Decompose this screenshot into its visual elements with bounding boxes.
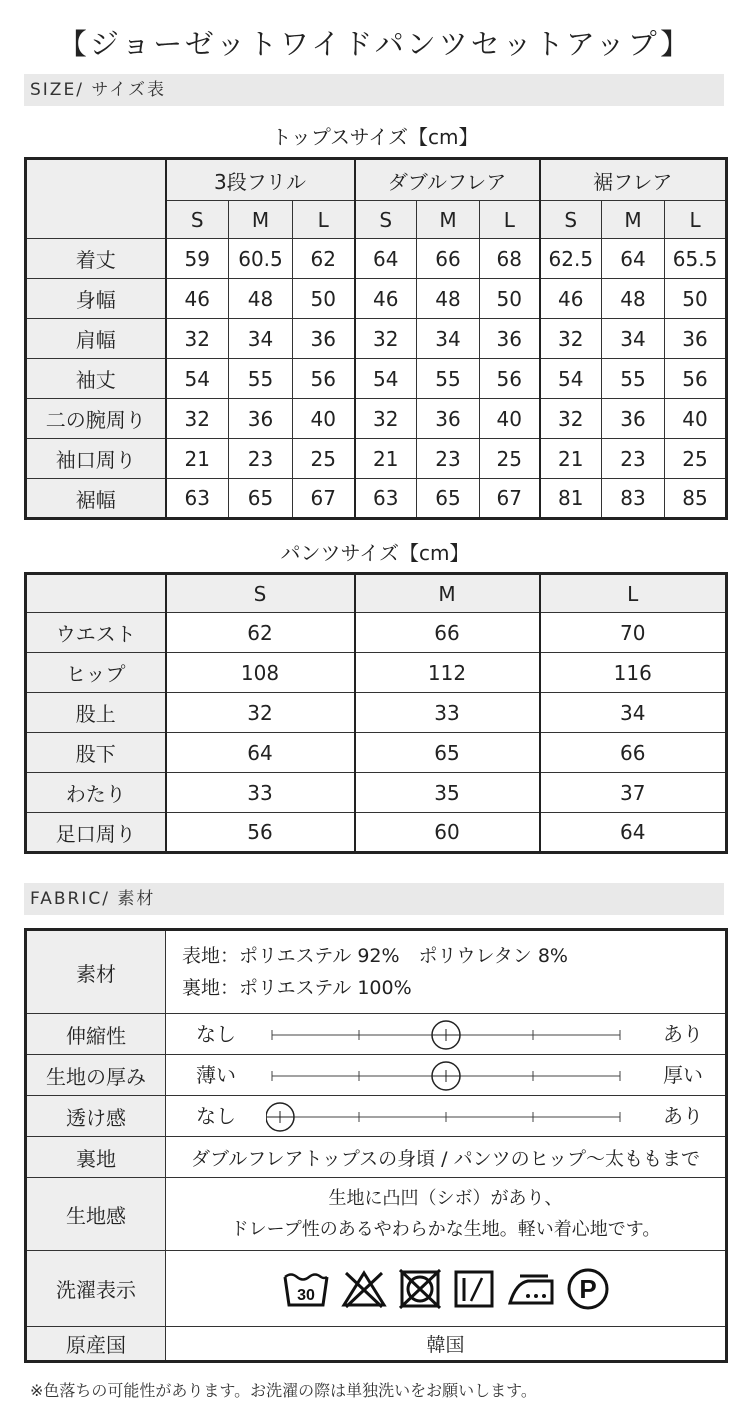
tops-cell: 54 — [166, 359, 229, 399]
thickness-scale — [166, 1056, 725, 1094]
tops-cell: 34 — [602, 319, 665, 359]
tops-cell: 23 — [602, 439, 665, 479]
pants-cell: 33 — [166, 773, 355, 813]
pants-size-header: S — [166, 574, 355, 613]
tops-cell: 34 — [417, 319, 480, 359]
tops-cell: 83 — [602, 479, 665, 519]
pants-row-label: ウエスト — [26, 613, 166, 653]
tops-cell: 56 — [293, 359, 355, 399]
tops-cell: 46 — [355, 279, 417, 319]
tops-cell: 56 — [665, 359, 727, 399]
tops-cell: 46 — [166, 279, 229, 319]
pants-row — [26, 693, 727, 733]
tops-size-header: M — [602, 201, 665, 239]
stretch-scale-bar — [266, 1015, 626, 1053]
pants-cell: 60 — [355, 813, 540, 853]
pants-cell: 108 — [166, 653, 355, 693]
pants-size-header: L — [540, 574, 727, 613]
pants-row-label: 股上 — [26, 693, 166, 733]
stretch-scale — [166, 1015, 725, 1053]
tops-cell: 68 — [480, 239, 540, 279]
tops-cell: 36 — [417, 399, 480, 439]
tops-cell: 50 — [480, 279, 540, 319]
tops-row-label: 袖丈 — [26, 359, 166, 399]
texture-line-2: ドレープ性のあるやわらかな生地。軽い着心地です。 — [230, 1219, 661, 1240]
tops-row — [26, 319, 727, 359]
tops-cell: 21 — [166, 439, 229, 479]
tops-cell: 50 — [665, 279, 727, 319]
tops-size-header: L — [480, 201, 540, 239]
thickness-low-label: 薄い — [196, 1063, 236, 1087]
tops-cell: 63 — [355, 479, 417, 519]
origin-label: 原産国 — [26, 1327, 166, 1362]
tops-size-title: トップスサイズ【cm】 — [271, 125, 479, 149]
tops-group-header: ダブルフレア — [355, 159, 540, 201]
texture-label: 生地感 — [26, 1178, 166, 1251]
pants-cell: 34 — [540, 693, 727, 733]
tops-size-header: S — [355, 201, 417, 239]
pants-cell: 64 — [166, 733, 355, 773]
no-tumble-dry-icon — [398, 1269, 442, 1309]
tops-cell: 48 — [417, 279, 480, 319]
sheerness-scale — [166, 1097, 725, 1135]
lining-label: 裏地 — [26, 1137, 166, 1178]
sheerness-label: 透け感 — [26, 1096, 166, 1137]
tops-cell: 40 — [665, 399, 727, 439]
tops-cell: 66 — [417, 239, 480, 279]
tops-cell: 54 — [540, 359, 602, 399]
thickness-high-label: 厚い — [663, 1063, 703, 1087]
pants-row — [26, 733, 727, 773]
stretch-label: 伸縮性 — [26, 1014, 166, 1055]
pants-cell: 112 — [355, 653, 540, 693]
tops-cell: 64 — [602, 239, 665, 279]
tops-cell: 36 — [665, 319, 727, 359]
tops-row — [26, 479, 727, 519]
pants-cell: 62 — [166, 613, 355, 653]
tops-cell: 55 — [602, 359, 665, 399]
tops-cell: 36 — [602, 399, 665, 439]
tops-cell: 40 — [480, 399, 540, 439]
tops-group-header: 裾フレア — [540, 159, 727, 201]
pants-cell: 64 — [540, 813, 727, 853]
scale-row-sheerness — [26, 1096, 727, 1137]
pants-row-label: 足口周り — [26, 813, 166, 853]
tops-row — [26, 279, 727, 319]
tops-cell: 23 — [417, 439, 480, 479]
care-symbols — [166, 1252, 725, 1326]
tops-row — [26, 239, 727, 279]
thickness-label: 生地の厚み — [26, 1055, 166, 1096]
pants-row-label: ヒップ — [26, 653, 166, 693]
tops-cell: 62.5 — [540, 239, 602, 279]
tops-row-label: 着丈 — [26, 239, 166, 279]
tops-row-label: 身幅 — [26, 279, 166, 319]
pants-cell: 116 — [540, 653, 727, 693]
tops-size-header: L — [293, 201, 355, 239]
tops-cell: 59 — [166, 239, 229, 279]
tops-cell: 60.5 — [229, 239, 293, 279]
thickness-scale-bar — [266, 1056, 626, 1094]
stretch-high-label: あり — [663, 1022, 703, 1046]
tops-group-header: 3段フリル — [166, 159, 355, 201]
tops-cell: 23 — [229, 439, 293, 479]
tops-cell: 25 — [293, 439, 355, 479]
lining-value: ダブルフレアトップスの身頃 / パンツのヒップ〜太ももまで — [166, 1137, 727, 1178]
tops-cell: 56 — [480, 359, 540, 399]
care-label: 洗濯表示 — [26, 1251, 166, 1327]
tops-cell: 48 — [602, 279, 665, 319]
tops-cell: 81 — [540, 479, 602, 519]
pants-row — [26, 773, 727, 813]
tops-cell: 55 — [417, 359, 480, 399]
pants-cell: 35 — [355, 773, 540, 813]
tops-cell: 32 — [166, 319, 229, 359]
scale-row-thickness — [26, 1055, 727, 1096]
tops-cell: 67 — [293, 479, 355, 519]
line-dry-icon — [452, 1269, 496, 1309]
care-footnote: ※色落ちの可能性があります。お洗濯の際は単独洗いをお願いします。 — [30, 1381, 537, 1400]
tops-cell: 32 — [540, 319, 602, 359]
pants-row-label: 股下 — [26, 733, 166, 773]
tops-cell: 65.5 — [665, 239, 727, 279]
tops-size-header: M — [229, 201, 293, 239]
tops-cell: 32 — [540, 399, 602, 439]
fabric-table — [24, 928, 728, 1363]
tops-row — [26, 399, 727, 439]
iron-low-icon — [506, 1269, 556, 1309]
material-line-2: 裏地：ポリエステル 100% — [182, 977, 412, 999]
texture-line-1: 生地に凸凹（シボ）があり、 — [328, 1188, 563, 1209]
tops-cell: 50 — [293, 279, 355, 319]
material-value — [166, 930, 727, 1014]
size-section-header: SIZE/ サイズ表 — [24, 74, 724, 106]
pants-cell: 56 — [166, 813, 355, 853]
tops-cell: 65 — [229, 479, 293, 519]
tops-cell: 55 — [229, 359, 293, 399]
tops-row — [26, 359, 727, 399]
tops-cell: 36 — [293, 319, 355, 359]
pants-cell: 66 — [355, 613, 540, 653]
texture-value — [166, 1178, 727, 1251]
tops-cell: 25 — [480, 439, 540, 479]
tops-cell: 21 — [540, 439, 602, 479]
dry-clean-p-icon — [566, 1267, 610, 1311]
tops-size-table — [24, 157, 728, 520]
tops-cell: 36 — [480, 319, 540, 359]
tops-cell: 32 — [355, 399, 417, 439]
fabric-section-header: FABRIC/ 素材 — [24, 883, 724, 915]
wash-30-icon — [282, 1269, 330, 1309]
pants-cell: 32 — [166, 693, 355, 733]
tops-row-label: 袖口周り — [26, 439, 166, 479]
material-line-1: 表地：ポリエステル 92% ポリウレタン 8% — [182, 945, 568, 967]
tops-size-header: M — [417, 201, 480, 239]
tops-cell: 46 — [540, 279, 602, 319]
pants-corner-cell — [26, 574, 166, 613]
pants-cell: 33 — [355, 693, 540, 733]
tops-cell: 85 — [665, 479, 727, 519]
tops-cell: 40 — [293, 399, 355, 439]
origin-value: 韓国 — [166, 1327, 727, 1362]
tops-cell: 21 — [355, 439, 417, 479]
tops-corner-cell — [26, 159, 166, 239]
pants-size-title: パンツサイズ【cm】 — [280, 541, 470, 565]
sheerness-low-label: なし — [196, 1104, 236, 1128]
pants-size-header: M — [355, 574, 540, 613]
tops-size-header: S — [540, 201, 602, 239]
tops-size-header: L — [665, 201, 727, 239]
stretch-low-label: なし — [196, 1022, 236, 1046]
pants-row-label: わたり — [26, 773, 166, 813]
tops-cell: 32 — [166, 399, 229, 439]
scale-row-stretch — [26, 1014, 727, 1055]
tops-cell: 64 — [355, 239, 417, 279]
pants-row — [26, 813, 727, 853]
page-title: 【ジョーゼットワイドパンツセットアップ】 — [57, 27, 693, 61]
tops-cell: 48 — [229, 279, 293, 319]
tops-row-label: 肩幅 — [26, 319, 166, 359]
pants-cell: 65 — [355, 733, 540, 773]
tops-cell: 63 — [166, 479, 229, 519]
tops-cell: 65 — [417, 479, 480, 519]
tops-cell: 25 — [665, 439, 727, 479]
pants-row — [26, 613, 727, 653]
wash-temp-text: 30 — [296, 1286, 315, 1304]
no-bleach-icon — [340, 1269, 388, 1309]
tops-cell: 67 — [480, 479, 540, 519]
tops-cell: 62 — [293, 239, 355, 279]
pants-cell: 66 — [540, 733, 727, 773]
sheerness-scale-bar — [266, 1097, 626, 1135]
tops-cell: 34 — [229, 319, 293, 359]
pants-cell: 70 — [540, 613, 727, 653]
tops-row-label: 二の腕周り — [26, 399, 166, 439]
sheerness-high-label: あり — [663, 1104, 703, 1128]
tops-cell: 32 — [355, 319, 417, 359]
tops-row — [26, 439, 727, 479]
dry-clean-letter: P — [578, 1273, 597, 1304]
material-label: 素材 — [26, 930, 166, 1014]
tops-cell: 54 — [355, 359, 417, 399]
pants-size-table — [24, 572, 728, 854]
pants-row — [26, 653, 727, 693]
tops-size-header: S — [166, 201, 229, 239]
tops-cell: 36 — [229, 399, 293, 439]
pants-cell: 37 — [540, 773, 727, 813]
tops-row-label: 裾幅 — [26, 479, 166, 519]
